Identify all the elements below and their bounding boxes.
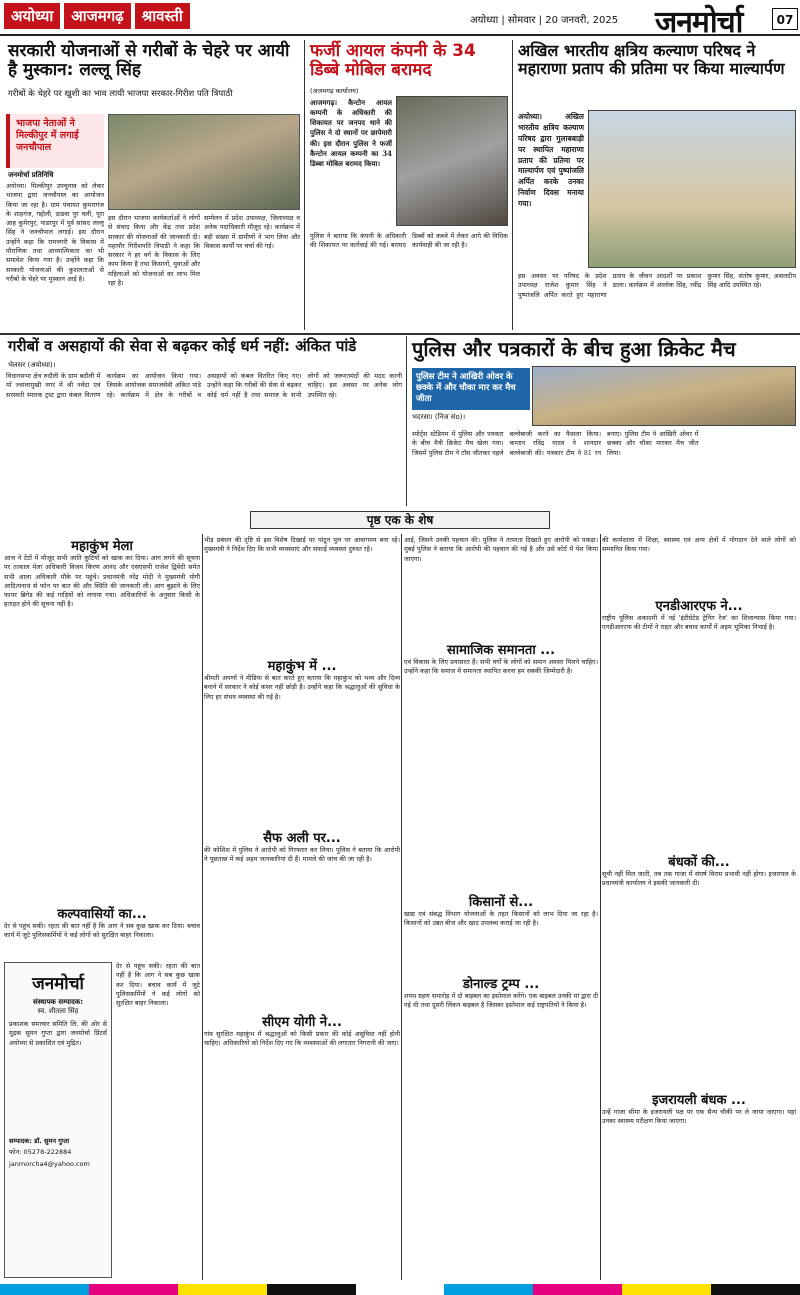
story1-dateline: जनमोर्चा प्रतिनिधि [8, 171, 54, 179]
story1-body-col1: अयोध्या। मिल्कीपुर उपचुनाव को लेकर भाजपा द्वारा जनचौपाल का आयोजन किया जा रहा है। ग्राम पंचायत कुमारगंज के शाहगंज, गद्दोली, डाडवा पुर वली, पूरा आह कुमेरपुर, पाडरपुर में पूर्व सांसद लल्लू सिंह ने जनचौपाल लगाई। इस दौरान उन्होंने कहा कि रामनगरी के विकास में पौराणिक तथा आध्यात्मिकता का भी समावेश किया गया है। उन्होंने कहा कि सरकारी योजनाओं की कुशलताओं से गरीबों के चेहरे पर मुस्कान आई है। [6, 182, 104, 283]
story2-body: पुलिस ने बताया कि कंपनी के अधिकारी की शिकायत पर कार्रवाई की गई। बरामद डिब्बों को कब्जे में लेकर आगे की विधिक कार्यवाही की जा रही है। [310, 232, 508, 250]
section-title: पृष्ठ एक के शेष [250, 511, 550, 529]
story4-dateline: भेलसर (अयोध्या)। [8, 361, 56, 369]
story1-headline: सरकारी योजनाओं से गरीबों के चेहरे पर आयी है मुस्कान: लल्लू सिंह [8, 41, 290, 81]
masthead-box [4, 962, 112, 1278]
masthead-founder-label: संस्थापक सम्पादक: [32, 998, 84, 1006]
col3-body4: शपथ ग्रहण समारोह में दो बाइबल का इस्तेमाल करेंगे। एक बाइबल उनकी मां द्वारा दी गई थी तथा दूसरी लिंकन बाइबल है जिसका इस्तेमाल कई राष्ट्रपतियों ने किया है। [404, 992, 598, 1010]
col2-body4: गांव सुरक्षित महाकुंभ में श्रद्धालुओं को किसी प्रकार की कोई असुविधा नहीं होनी चाहिए। अधिकारियों को निर्देश दिए गए कि व्यवस्थाओं की लगातार निगरानी की जाए। [204, 1030, 400, 1048]
col4-title4: इजरायली बंधक ... [652, 1093, 746, 1108]
city-tabs [4, 3, 190, 29]
story5-photo [532, 366, 796, 426]
masthead-phone: फोन: 05278-222884 [9, 1148, 72, 1156]
story3-sidebar: अयोध्या। अखिल भारतीय क्षत्रिय कल्याण परिषद द्वारा गुलाबबाड़ी पर स्थापित महाराणा प्रताप की प्रतिमा पर माल्यार्पण एवं पुष्पांजलि अर्पित करके उनका निर्वाण दिवस मनाया गया। [518, 112, 584, 208]
story4-headline: गरीबों व असहायों की सेवा से बढ़कर कोई धर्म नहीं: अंकित पांडे [8, 337, 357, 355]
col2-body3: की कोशिश में पुलिस ने आरोपी को गिरफ्तार कर लिया। पुलिस ने बताया कि आरोपी ने पूछताछ में कई अहम जानकारियां दी हैं। मामले की जांच की जा रही है। [204, 846, 400, 864]
story1-body-col3: सम्मेलन में प्रदेश उपाध्यक्ष, जिलाध्यक्ष व अनेक पदाधिकारी मौजूद रहे। कार्यक्रम में बड़ी संख्या में ग्रामीणों ने भाग लिया और विकास कार्यों पर चर्चा की गई। [204, 214, 300, 250]
masthead-details: प्रकाशक समाचार समिति लि. की ओर से मुद्रक सुमन गुप्ता द्वारा जनमोर्चा प्रिंटर्स अयोध्या से प्रकाशित एवं मुद्रित। [9, 1020, 107, 1047]
brand-logo: जनमोर्चा [655, 5, 743, 40]
masthead-brand: जनमोर्चा [32, 974, 84, 994]
col3-body3: खाद्य एवं संबद्ध विभाग योजनाओं के तहत किसानों को लाभ दिया जा रहा है। किसानों को उन्नत बीज और खाद उपलब्ध कराई जा रही है। [404, 910, 598, 928]
story1-photo [108, 114, 300, 210]
masthead-email: janmorcha4@yahoo.com [9, 1160, 90, 1168]
story3-photo [588, 110, 796, 268]
story2-dateline: (अजमगढ़ कार्यालय) [310, 87, 359, 95]
col4-title2: एनडीआरएफ ने... [655, 599, 743, 614]
masthead-editor: सम्पादक: डॉ. सुमन गुप्ता [9, 1137, 70, 1145]
dateline: अयोध्या | सोमवार | 20 जनवरी, 2025 [470, 15, 619, 26]
section-rule [0, 333, 800, 335]
col4-body3: सूची नहीं मिल जाती, तब तक गाजा में संघर्ष विराम प्रभावी नहीं होगा। इजरायल के प्रधानमंत्री कार्यालय ने इसकी जानकारी दी। [602, 870, 796, 888]
city-tab: अयोध्या [4, 3, 60, 29]
story4-body: विधानसभा क्षेत्र रुदौली के ग्राम बदौली में माँ ज्वालामुखी नगर में श्री नर्वदा एवं सरस्वती स्मारक ट्रस्ट द्वारा कंबल वितरण कार्यक्रम का आयोजन किया गया। जिसके आयोजक समाजसेवी अंकित पांडे रहे। कार्यक्रम में क्षेत्र के गरीबों व असहायों को कंबल वितरित किए गए। उन्होंने कहा कि गरीबों की सेवा से बढ़कर कोई धर्म नहीं है तथा समाज के सभी लोगों को जरूरतमंदों की मदद करनी चाहिए। इस अवसर पर अनेक लोग उपस्थित रहे। [6, 372, 402, 399]
col1-title: महाकुंभ मेला [71, 539, 133, 554]
color-registration-bar [0, 1284, 800, 1295]
city-tab: श्रावस्ती [135, 3, 190, 29]
col2-title4: सीएम योगी ने... [262, 1015, 342, 1030]
col2-body: भीड़ प्रबंधन की दृष्टि से इस विशेष दिखाई पर पांटून पुल पर आवागमन बना रहे। मुख्यमंत्री ने निर्देश दिए कि सभी व्यवस्थाएं और सफाई व्यवस्था दुरुस्त रहे। [204, 536, 400, 554]
col4-body: की कार्यशाला में शिक्षा, स्वास्थ्य एवं अन्य क्षेत्रों में योगदान देने वाले लोगों को सम्मानित किया गया। [602, 536, 796, 554]
story5-dateline: भदरसा। (निज संo)। [412, 413, 466, 421]
masthead-founder: स्व. शीतला सिंह [37, 1007, 79, 1015]
col4-body2: राष्ट्रीय पुलिस अकादमी में नई 'इंटीग्रेटेड ट्रेनिंग रेंज' का शिलान्यास किया गया। एनडीआरएफ की टीमों ने राहत और बचाव कार्यों में अहम भूमिका निभाई है। [602, 614, 796, 632]
story5-kicker: पुलिस टीम ने आखिरी ओवर के छक्के में और चौका मार कर मैच जीता [412, 368, 530, 410]
col4-title3: बंधकों की... [668, 855, 730, 870]
story2-caption: आजमगढ़। कैन्टोन आयल कम्पनी के अधिकारी की शिकायत पर जनपद थाने की पुलिस ने दो स्थानों पर छापेमारी की। इस दौरान पुलिस ने फर्जी कैन्टोन आयल कम्पनी का 34 डिब्बा मोबिल बरामद किया। [310, 98, 392, 168]
story3-headline: अखिल भारतीय क्षत्रिय कल्याण परिषद ने महाराणा प्रताप की प्रतिमा पर किया माल्यार्पण [518, 41, 785, 78]
column-rule [304, 40, 305, 330]
story1-kicker: भाजपा नेताओं ने मिल्कीपुर में लगाई जनचौपाल [6, 114, 104, 168]
col3-title3: किसानों से... [468, 895, 534, 910]
col2-title2: महाकुंभ में ... [267, 659, 337, 674]
col3-body: आई, जिसने उनकी पहचान की। पुलिस ने तत्परता दिखाते हुए आरोपी को पकड़ा। मुंबई पुलिस ने बताया कि आरोपी की पहचान की गई है और उसे कोर्ट में पेश किया जाएगा। [404, 536, 598, 563]
page-number: 07 [772, 8, 798, 30]
story5-body: स्पोर्ट्स स्टेडियम में पुलिस और पत्रकार के बीच मैत्री क्रिकेट मैच खेला गया। जिसमें पुलिस टीम ने टॉस जीतकर पहले बल्लेबाजी करने का फैसला किया। कप्तान रविंद्र यादव ने शानदार बल्लेबाजी की। पत्रकार टीम ने 81 रन बनाए। पुलिस टीम ने आखिरी ओवर में छक्का और चौका मारकर मैच जीत लिया। [412, 430, 699, 457]
col3-title4: डोनाल्ड ट्रम्प ... [462, 977, 540, 992]
col3-body2: एवं विकास के लिए प्रयासरत हैं। सभी वर्गों के लोगों को समान अवसर मिलने चाहिए। उन्होंने कहा कि समाज में समानता स्थापित करना हम सबकी जिम्मेदारी है। [404, 658, 598, 676]
col3-title2: सामाजिक समानता ... [446, 643, 556, 658]
story2-photo [396, 96, 508, 226]
col2-title3: सैफ अली पर... [263, 831, 341, 846]
column-rule [401, 534, 402, 1280]
story3-body: इस अवसर पर परिषद के प्रदेश उपाध्यक्ष राजेश कुमार सिंह ने पुष्पांजलि अर्पित करते हुए महाराणा प्रताप के जीवन आदर्शों पर प्रकाश डाला। कार्यक्रम में आलोक सिंह, रवींद्र कुमार सिंह, संतोष कुमार, असलदीप सिंह आदि उपस्थित रहे। [518, 272, 796, 299]
story1-body-col2: इस दौरान भाजपा कार्यकर्ताओं ने लोगों से संवाद किया और केंद्र तथा प्रदेश सरकार की योजनाओं की जानकारी दी। महापौर गिरीशपति त्रिपाठी ने कहा कि सरकार ने हर वर्ग के विकास के लिए काम किया है तथा किसानों, युवाओं और महिलाओं को योजनाओं का लाभ मिल रहा है। [108, 214, 200, 287]
col1-body2: देर से पहुंच सकी। रहता की बात नहीं है कि आग ने सब कुछ खाक कर दिया। बचाव कार्य में जुटे पुलिसकर्मियों ने कई लोगों को सुरक्षित बाहर निकाला। [4, 922, 200, 940]
column-rule [406, 336, 407, 506]
story2-headline: फर्जी आयल कंपनी के 34 डिब्बे मोबिल बरामद [310, 41, 476, 81]
story1-subhead: गरीबों के चेहरे पर खुशी का भाव लायी भाजपा सरकार-गिरीश पति त्रिपाठी [8, 89, 233, 99]
page-header [0, 0, 800, 40]
city-tab: आजमगढ़ [64, 3, 130, 29]
column-rule [202, 534, 203, 1280]
column-rule [600, 534, 601, 1280]
col1-title2: कल्पवासियों का... [57, 907, 147, 922]
column-rule [512, 40, 513, 330]
col2-body2: श्रीमती अपर्णा ने मीडिया से बात करते हुए बताया कि महाकुंभ को भव्य और दिव्य बनाने में सरकार ने कोई कसर नहीं छोड़ी है। उन्होंने कहा कि श्रद्धालुओं की सुविधा के लिए हर संभव व्यवस्था की गई है। [204, 674, 400, 701]
col1-body: आज ने टेंटों में मौजूद सभी जाति कुटियों को खाक कर दिया। आग लगने की सूचना पर तत्काल मेला अधिकारी विजय किरण आनंद और एसएसपी राजेश द्विवेदी समेत सभी आला अधिकारी मौके पर पहुंचे। प्रधानमंत्री नरेंद्र मोदी ने मुख्यमंत्री योगी आदित्यनाथ से फोन पर बात की और स्थिति की जानकारी ली। आग बुझाने के लिए फायर ब्रिगेड की कई गाड़ियों को लगाया गया। अधिकारियों के अनुसार किसी के हताहत होने की सूचना नहीं है। [4, 554, 200, 609]
col1-body-cont: देर से पहुंच सकी। रहता की बात नहीं है कि आग ने सब कुछ खाक कर दिया। बचाव कार्य में जुटे पुलिसकर्मियों ने कई लोगों को सुरक्षित बाहर निकाला। [116, 962, 200, 1008]
col4-body4: उन्हें गाजा सीमा के इजरायली पक्ष पर एक सैन्य चौकी पर ले जाया जाएगा। यहां उनका स्वास्थ्य परीक्षण किया जाएगा। [602, 1108, 796, 1126]
story5-headline: पुलिस और पत्रकारों के बीच हुआ क्रिकेट मैच [412, 337, 736, 361]
